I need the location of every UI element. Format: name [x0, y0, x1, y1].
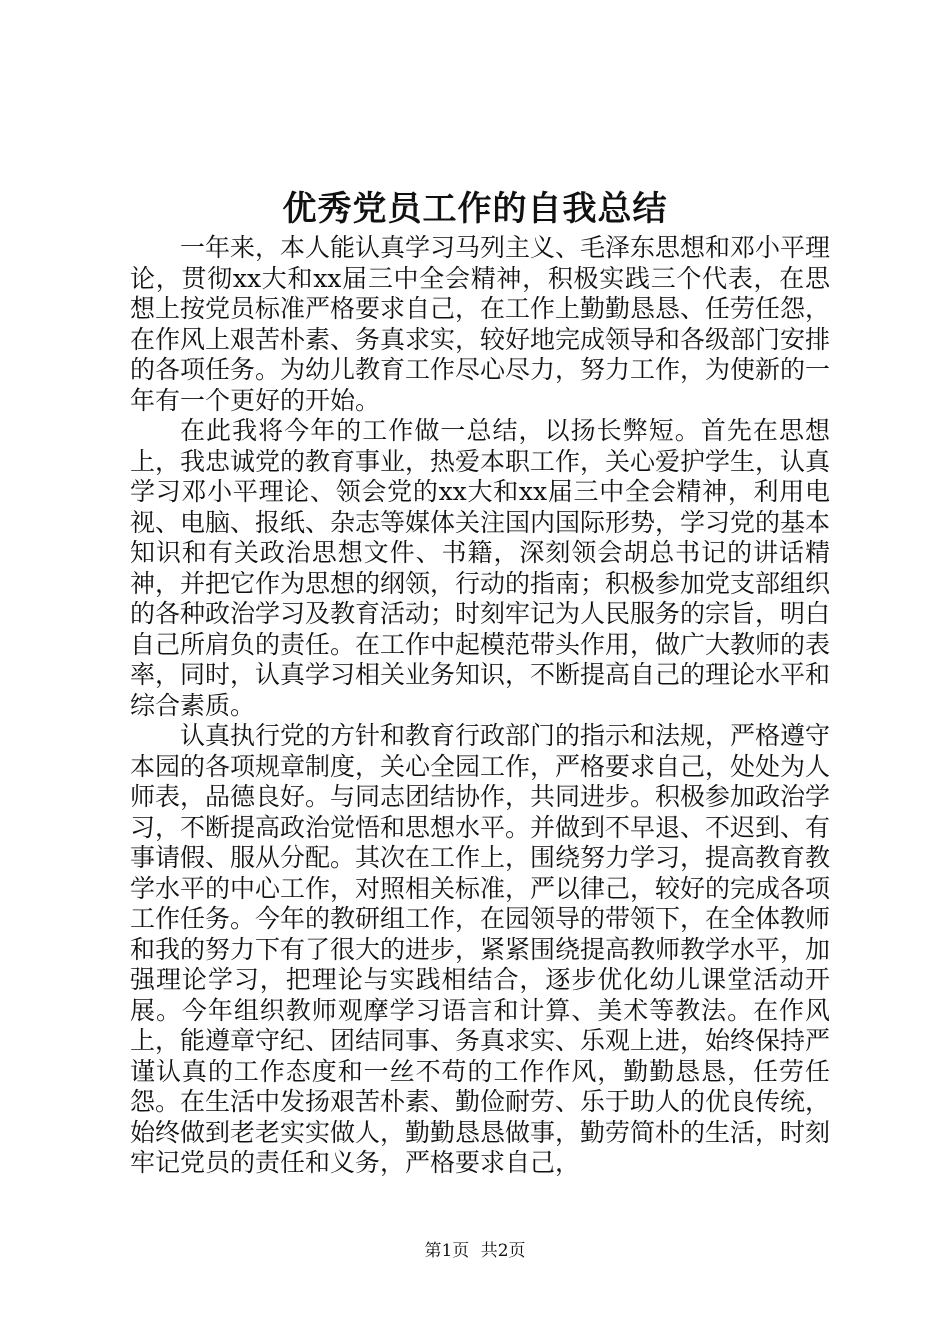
page-total: 共2页: [480, 1241, 526, 1261]
page-footer: [0, 1240, 950, 1262]
document-title: 优秀党员工作的自我总结: [282, 189, 668, 229]
paragraph-2: 在此我将今年的工作做一总结，以扬长弊短。首先在思想上，我忠诚党的教育事业，热爱本职工作，关心爱护学生，认真学习邓小平理论、领会党的xx大和xx届三中全会精神，利用电视、电脑、报纸、杂志等媒体关注国内国际形势，学习党的基本知识和有关政治思想文件、书籍，深刻领会胡总书记的讲话精神，并把它作为思想的纲领，行动的指南；积极参加党支部组织的各种政治学习及教育活动；时刻牢记为人民服务的宗旨，明白自己所肩负的责任。在工作中起模范带头作用，做广大教师的表率，同时，认真学习相关业务知识，不断提高自己的理论水平和综合素质。: [130, 416, 831, 720]
page-number: 第1页: [424, 1241, 470, 1261]
document-body: [130, 233, 830, 1179]
paragraph-3: 认真执行党的方针和教育行政部门的指示和法规，严格遵守本园的各项规章制度，关心全园工作，严格要求自己，处处为人师表，品德良好。与同志团结协作，共同进步。积极参加政治学习，不断提高政治觉悟和思想水平。并做到不早退、不迟到、有事请假、服从分配。其次在工作上，围绕努力学习，提高教育教学水平的中心工作，对照相关标准，严以律己，较好的完成各项工作任务。今年的教研组工作，在园领导的带领下，在全体教师和我的努力下有了很大的进步，紧紧围绕提高教师教学水平，加强理论学习，把理论与实践相结合，逐步优化幼儿课堂活动开展。今年组织教师观摩学习语言和计算、美术等教法。在作风上，能遵章守纪、团结同事、务真求实、乐观上进，始终保持严谨认真的工作态度和一丝不苟的工作作风，勤勤恳恳，任劳任怨。在生活中发扬艰苦朴素、勤俭耐劳、乐于助人的优良传统，始终做到老老实实做人，勤勤恳恳做事，勤劳简朴的生活，时刻牢记党员的责任和义务，严格要求自己，: [130, 721, 831, 1177]
paragraph-1: 一年来，本人能认真学习马列主义、毛泽东思想和邓小平理论，贯彻xx大和xx届三中全会精神，积极实践三个代表，在思想上按党员标准严格要求自己，在工作上勤勤恳恳、任劳任怨，在作风上艰苦朴素、务真求实，较好地完成领导和各级部门安排的各项任务。为幼儿教育工作尽心尽力，努力工作，为使新的一年有一个更好的开始。: [130, 233, 831, 415]
